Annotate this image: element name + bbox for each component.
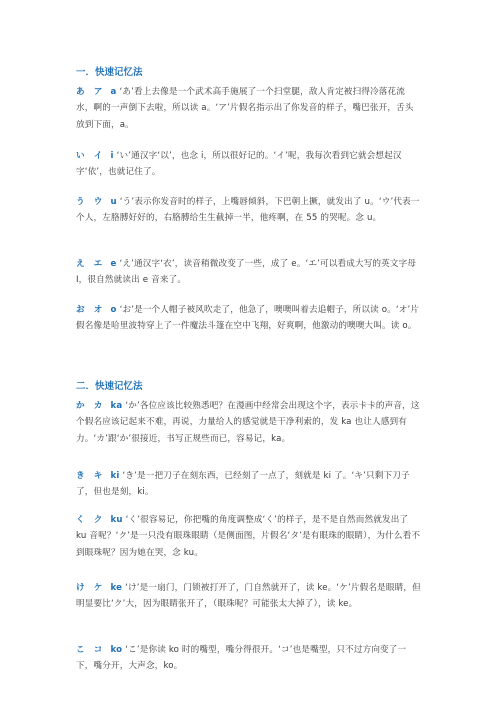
- kana-entry-ke: [76, 580, 421, 613]
- kana-entry-a: [76, 84, 421, 133]
- kana-entry-o: [76, 302, 421, 335]
- kana-entry-u: [76, 194, 421, 227]
- kana-entry-ki: [76, 468, 421, 501]
- kana-entry-ku: [76, 512, 421, 561]
- kana-label: か カ ka: [76, 401, 123, 411]
- entry-text: ‘い’通汉字‘以’，也念 i，所以很好记的。‘イ’呢，我每次看到它就会想起汉字‘依’，也就记住了。: [76, 151, 402, 178]
- kana-entry-ka: [76, 398, 421, 447]
- kana-label: う ウ u: [76, 197, 117, 207]
- entry-text: ‘こ’是你读 ko 时的嘴型，嘴分得很开。‘コ’也是嘴型，只不过方向变了一下，嘴分开，大声念，ko。: [76, 645, 407, 672]
- kana-entry-ko: [76, 642, 421, 675]
- entry-text: ‘あ’看上去像是一个武术高手施展了一个扫堂腿，敌人肯定被扫得冷落花流水，啊的一声倒下去啦，所以读 a。‘ア’片假名指示出了你发音的样子，嘴巴张开，舌头放到下面，a。: [76, 87, 414, 130]
- kana-entry-i: [76, 148, 421, 181]
- entry-text: ‘け’是一扇门，门锁被打开了，门自然就开了，读 ke。‘ケ’片假名是眼睛，但明显要比‘ク’大，因为眼睛张开了，（眼珠呢？可能张太大掉了），读 ke。: [76, 583, 421, 610]
- entry-text: ‘く’很容易记，你把嘴的角度调整成‘く’的样子，是不是自然而然就发出了 ku 音呢？‘ク’是一只没有眼珠眼睛（是侧面图，片假名‘タ’是有眼珠的眼睛），为什么看不到眼珠呢？因为她在哭，念 ku。: [76, 515, 421, 558]
- kana-label: え エ e: [76, 259, 117, 269]
- kana-label: い イ i: [76, 151, 114, 161]
- kana-label: く ク ku: [76, 515, 123, 525]
- kana-entry-e: [76, 256, 421, 289]
- section-heading: 二．快速记忆法: [76, 381, 143, 392]
- kana-label: け ケ ke: [76, 583, 123, 593]
- kana-label: あ ア a: [76, 87, 117, 97]
- entry-text: ‘お’是一个人帽子被风吹走了，他急了，噢噢叫着去追帽子，所以读 o。‘オ’片假名像是哈里波特穿上了一件魔法斗篷在空中飞翔，好爽啊，他激动的噢噢大叫。读 o。: [76, 305, 420, 332]
- kana-label: こ コ ko: [76, 645, 123, 655]
- entry-text: ‘え’通汉字‘衣’，读音稍微改变了一些，成了 e。‘エ’可以看成大写的英文字母 I，很自然就读出 e 音来了。: [76, 259, 417, 286]
- entry-text: ‘き’是一把刀子在刻东西，已经刻了一点了，刻就是 ki 了。‘キ’只剩下刀子了，但也是刻，ki。: [76, 471, 410, 498]
- section-heading: 一．快速记忆法: [76, 67, 143, 78]
- entry-text: ‘う’表示你发音时的样子，上嘴唇倾斜，下巴朝上撅，就发出了 u。‘ウ’代表一个人，左胳膊好好的，右胳膊给生生截掉一半，他疼啊，在 55 的哭呢。念 u。: [76, 197, 420, 224]
- entry-text: ‘か’各位应该比较熟悉吧？在漫画中经常会出现这个字，表示卡卡的声音，这个假名应该记起来不难，再说，力量给人的感觉就是干净利索的，发 ka 也让人感到有力。‘カ’跟‘か’很接近，书写正规些而已，容易记，ka。: [76, 401, 420, 444]
- kana-label: お オ o: [76, 305, 117, 315]
- kana-label: き キ ki: [76, 471, 120, 481]
